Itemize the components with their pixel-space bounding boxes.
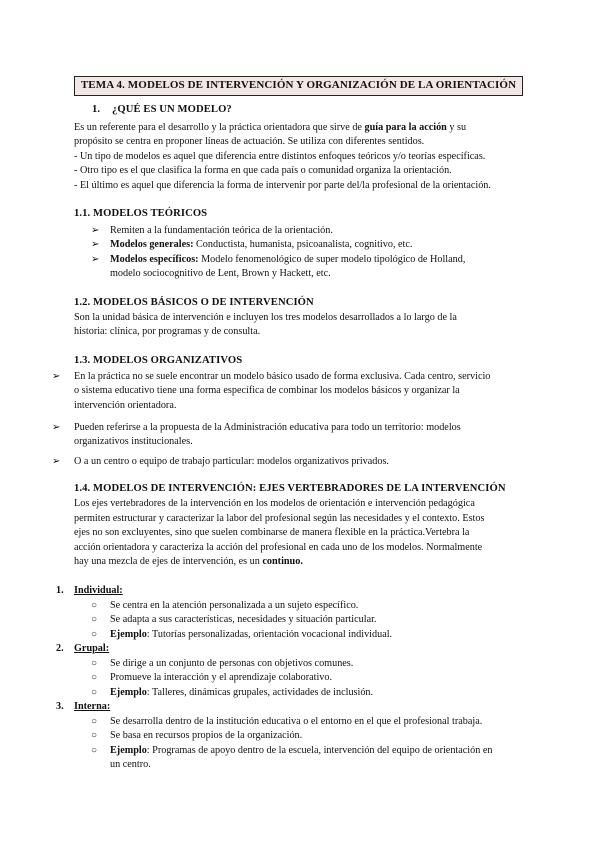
section-1-4-line-4: acción orientadora y caracteriza la acción del profesional en cada uno de los modelos. Normalmente bbox=[74, 542, 483, 553]
list-number: 3. bbox=[56, 701, 64, 712]
hollow-circle-bullet-icon: ○ bbox=[91, 730, 98, 741]
section-1-4-line-1: Los ejes vertebradores de la intervención en los modelos de orientación e intervención pedagógica bbox=[74, 498, 475, 509]
list-title: Grupal: bbox=[74, 643, 110, 654]
section-1-bullet-3: - El último es aquel que diferencia la forma de intervenir por parte del/la profesional de la orientación. bbox=[74, 180, 491, 191]
example-label: Ejemplo bbox=[110, 745, 147, 756]
section-1-4-line-2: permiten estructurar y caracterizar la labor del profesional según las necesidades y el contexto. Estos bbox=[74, 513, 485, 524]
hollow-circle-bullet-icon: ○ bbox=[91, 658, 98, 669]
section-1-1-item-2 bbox=[110, 238, 412, 253]
hollow-circle-bullet-icon: ○ bbox=[91, 745, 98, 756]
section-1-bullet-2: - Otro tipo es el que clasifica la forma en que cada país o comunidad organiza la orientación. bbox=[74, 165, 452, 176]
section-1-2-line-2: historia: clínica, por programas y de consulta. bbox=[74, 326, 261, 337]
list-item: Se centra en la atención personalizada a un sujeto específico. bbox=[110, 600, 359, 611]
intro-text: Es un referente para el desarrollo y la práctica orientadora que sirve de bbox=[74, 122, 365, 133]
hollow-circle-bullet-icon: ○ bbox=[91, 687, 98, 698]
section-1-3-para-3: O a un centro o equipo de trabajo particular: modelos organizativos privados. bbox=[74, 456, 389, 467]
list-item: Se desarrolla dentro de la institución educativa o el entorno en el que el profesional trabaja. bbox=[110, 716, 483, 727]
section-1-1-item-3-continued: modelo sociocognitivo de Lent, Brown y Hackett, etc. bbox=[110, 268, 331, 279]
arrowhead-bullet-icon: ➢ bbox=[52, 422, 61, 433]
arrowhead-bullet-icon: ➢ bbox=[52, 456, 61, 467]
section-1-3-heading: 1.3. MODELOS ORGANIZATIVOS bbox=[74, 355, 243, 366]
section-1-bullet-1: - Un tipo de modelos es aquel que diferencia entre distintos enfoques teóricos y/o teorías específicas. bbox=[74, 151, 486, 162]
list-example bbox=[110, 686, 373, 701]
item-text: Modelo fenomenológico de super modelo tipológico de Holland, bbox=[198, 254, 466, 265]
section-1-intro-line-1 bbox=[74, 121, 524, 136]
list-title: Individual: bbox=[74, 585, 123, 596]
arrowhead-bullet-icon: ➢ bbox=[91, 239, 100, 250]
list-item: Se dirige a un conjunto de personas con objetivos comunes. bbox=[110, 658, 354, 669]
hollow-circle-bullet-icon: ○ bbox=[91, 629, 98, 640]
section-1-4-heading: 1.4. MODELOS DE INTERVENCIÓN: EJES VERTEBRADORES DE LA INTERVENCIÓN bbox=[74, 483, 506, 494]
list-item: Se basa en recursos propios de la organización. bbox=[110, 730, 303, 741]
example-text: : Programas de apoyo dentro de la escuela, intervención del equipo de orientación en bbox=[146, 745, 493, 756]
arrowhead-bullet-icon: ➢ bbox=[52, 371, 61, 382]
section-1-3-para-1-line-2: o sistema educativo tiene una forma específica de combinar los modelos básicos y organizar la bbox=[74, 385, 460, 396]
hollow-circle-bullet-icon: ○ bbox=[91, 614, 98, 625]
hollow-circle-bullet-icon: ○ bbox=[91, 600, 98, 611]
section-1-3-para-1-line-1: En la práctica no se suele encontrar un modelo básico usado de forma exclusiva. Cada centro, servicio bbox=[74, 371, 491, 382]
item-label: Modelos específicos: bbox=[110, 254, 199, 265]
line-text: hay una mezcla de ejes de intervención, es un bbox=[74, 556, 263, 567]
example-label: Ejemplo bbox=[110, 687, 147, 698]
example-text: : Tutorías personalizadas, orientación vocacional individual. bbox=[146, 629, 393, 640]
section-1-1-heading: 1.1. MODELOS TEÓRICOS bbox=[74, 208, 208, 219]
section-1-3-para-2-line-1: Pueden referirse a la propuesta de la Administración educativa para todo un territorio: modelos bbox=[74, 422, 461, 433]
section-1-number: 1. bbox=[92, 104, 101, 115]
list-example-continued: un centro. bbox=[110, 759, 151, 770]
hollow-circle-bullet-icon: ○ bbox=[91, 672, 98, 683]
section-1-heading: ¿QUÉ ES UN MODELO? bbox=[112, 104, 232, 115]
item-label: Modelos generales: bbox=[110, 239, 194, 250]
item-text: Conductista, humanista, psicoanalista, cognitivo, etc. bbox=[193, 239, 413, 250]
section-1-4-line-5 bbox=[74, 555, 303, 570]
section-1-1-item-1: Remiten a la fundamentación teórica de la orientación. bbox=[110, 225, 333, 236]
document-title: TEMA 4. MODELOS DE INTERVENCIÓN Y ORGANIZACIÓN DE LA ORIENTACIÓN bbox=[74, 76, 523, 96]
list-example bbox=[110, 744, 492, 759]
section-1-2-heading: 1.2. MODELOS BÁSICOS O DE INTERVENCIÓN bbox=[74, 297, 314, 308]
list-item: Se adapta a sus características, necesidades y situación particular. bbox=[110, 614, 377, 625]
section-1-intro-line-2: propósito se centra en proponer líneas de actuación. Se utiliza con diferentes sentidos. bbox=[74, 136, 425, 147]
arrowhead-bullet-icon: ➢ bbox=[91, 225, 100, 236]
example-label: Ejemplo bbox=[110, 629, 147, 640]
section-1-3-para-1-line-3: intervención orientadora. bbox=[74, 400, 177, 411]
section-1-4-line-3: ejes no son excluyentes, sino que suelen combinarse de manera flexible en la práctica.Vertebra la bbox=[74, 527, 470, 538]
section-1-2-line-1: Son la unidad básica de intervención e incluyen los tres modelos desarrollados a lo largo de la bbox=[74, 312, 457, 323]
list-number: 2. bbox=[56, 643, 64, 654]
arrowhead-bullet-icon: ➢ bbox=[91, 254, 100, 265]
section-1-3-para-2-line-2: organizativos institucionales. bbox=[74, 436, 193, 447]
example-text: : Talleres, dinámicas grupales, actividades de inclusión. bbox=[146, 687, 374, 698]
list-title: Interna: bbox=[74, 701, 111, 712]
list-number: 1. bbox=[56, 585, 64, 596]
line-bold-text: continuo. bbox=[262, 556, 303, 567]
hollow-circle-bullet-icon: ○ bbox=[91, 716, 98, 727]
intro-bold-text: guía para la acción bbox=[364, 122, 447, 133]
list-item: Promueve la interacción y el aprendizaje colaborativo. bbox=[110, 672, 333, 683]
intro-text-end: y su bbox=[446, 122, 467, 133]
section-1-1-item-3 bbox=[110, 253, 465, 268]
list-example bbox=[110, 628, 392, 643]
